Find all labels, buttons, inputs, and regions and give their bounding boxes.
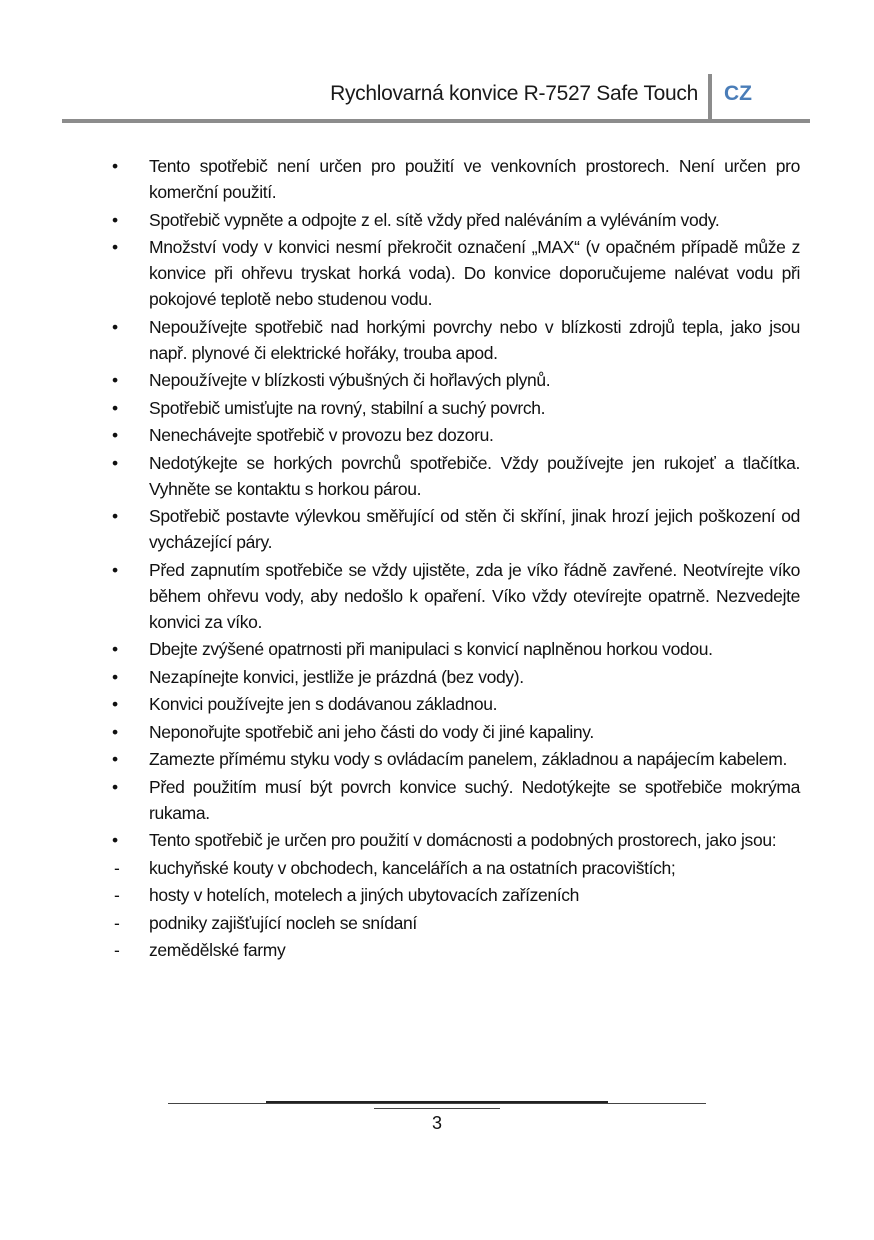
bullet-marker: • xyxy=(112,156,118,176)
header-title: Rychlovarná konvice R-7527 Safe Touch xyxy=(330,82,698,105)
bullet-list-item xyxy=(112,367,800,393)
list-item-text: zemědělské farmy xyxy=(149,940,286,960)
page-number: 3 xyxy=(431,1113,442,1133)
list-item-text: Nedotýkejte se horkých povrchů spotřebiče. Vždy používejte jen rukojeť a tlačítka. Vyhněte se kontaktu s horkou párou. xyxy=(149,452,800,499)
list-item-text: Spotřebič umisťujte na rovný, stabilní a suchý povrch. xyxy=(149,397,546,418)
list-item-text: hosty v hotelích, motelech a jiných ubytovacích zařízeních xyxy=(149,885,580,905)
bullet-marker: • xyxy=(112,666,118,687)
bullet-list-item xyxy=(112,207,800,233)
bullet-marker: • xyxy=(112,452,118,473)
bullet-marker: • xyxy=(112,397,118,418)
list-item-text: Před zapnutím spotřebiče se vždy ujistěte, zda je víko řádně zavřené. Neotvírejte víko během ohřevu vody, aby nedošlo k opaření. Víko vždy otevírejte opatrně. Nezvedejte konvici za víko. xyxy=(149,559,800,632)
list-item-text: Nepoužívejte spotřebič nad horkými povrchy nebo v blízkosti zdrojů tepla, jako jsou např. plynové či elektrické hořáky, trouba apod. xyxy=(149,316,800,363)
bullet-list-item xyxy=(112,395,800,421)
bullet-marker: • xyxy=(112,559,118,580)
bullet-marker: • xyxy=(112,370,118,390)
list-item-text: Spotřebič postavte výlevkou směřující od stěn či skříní, jinak hrozí jejich poškození od vycházející páry. xyxy=(149,506,800,552)
bullet-list-item xyxy=(112,827,800,853)
page-header xyxy=(62,72,810,122)
list-item-text: Spotřebič vypněte a odpojte z el. sítě vždy před naléváním a vyléváním vody. xyxy=(149,209,720,230)
footer-rule xyxy=(168,1103,706,1104)
bullet-marker: • xyxy=(112,316,118,337)
list-item-text: Konvici používejte jen s dodávanou základnou. xyxy=(149,694,498,714)
footer-rule-short xyxy=(374,1108,500,1109)
dash-list-item xyxy=(112,937,800,963)
list-item-text: Dbejte zvýšené opatrnosti při manipulaci s konvicí naplněnou horkou vodou. xyxy=(149,639,713,659)
bullet-list-item xyxy=(112,234,800,312)
dash-marker: - xyxy=(114,857,120,878)
bullet-list-item xyxy=(112,314,800,366)
bullet-marker: • xyxy=(112,721,118,742)
bullet-marker: • xyxy=(112,749,118,769)
dash-marker: - xyxy=(114,912,120,933)
list-item-text: Zamezte přímému styku vody s ovládacím panelem, základnou a napájecím kabelem. xyxy=(149,749,788,769)
list-item-text: kuchyňské kouty v obchodech, kancelářích a na ostatních pracovištích; xyxy=(149,857,676,878)
dash-list-item xyxy=(112,882,800,908)
bullet-marker: • xyxy=(112,639,118,659)
header-separator xyxy=(708,74,712,120)
bullet-list-item xyxy=(112,557,800,635)
bullet-marker: • xyxy=(112,830,118,850)
list-item-text: Nepoužívejte v blízkosti výbušných či hořlavých plynů. xyxy=(149,370,551,390)
list-item-text: podniky zajišťující nocleh se snídaní xyxy=(149,912,417,933)
dash-list-item xyxy=(112,855,800,881)
bullet-marker: • xyxy=(112,425,118,445)
bullet-list-item xyxy=(112,636,800,662)
list-item-text: Nenechávejte spotřebič v provozu bez dozoru. xyxy=(149,425,494,445)
list-item-text: Tento spotřebič není určen pro použití ve venkovních prostorech. Není určen pro komerční použití. xyxy=(149,156,800,202)
bullet-marker: • xyxy=(112,694,118,714)
bullet-list-item xyxy=(112,691,800,717)
bullet-list-item xyxy=(112,153,800,205)
dash-marker: - xyxy=(114,885,120,905)
bullet-marker: • xyxy=(112,237,118,257)
bullet-marker: • xyxy=(112,506,118,526)
list-item-text: Před použitím musí být povrch konvice suchý. Nedotýkejte se spotřebiče mokrýma rukama. xyxy=(149,776,800,823)
safety-instructions-list xyxy=(112,153,800,965)
bullet-list-item xyxy=(112,450,800,502)
list-item-text: Množství vody v konvici nesmí překročit označení „MAX“ (v opačném případě může z konvice při ohřevu tryskat horká voda). Do konvice doporučujeme nalévat vodu při pokojové teplotě nebo studenou vodu. xyxy=(149,237,800,309)
bullet-list-item xyxy=(112,664,800,690)
list-item-text: Nezapínejte konvici, jestliže je prázdná (bez vody). xyxy=(149,666,524,687)
header-rule xyxy=(62,119,810,123)
list-item-text: Neponořujte spotřebič ani jeho části do vody či jiné kapaliny. xyxy=(149,721,594,742)
bullet-list-item xyxy=(112,746,800,772)
dash-marker: - xyxy=(114,940,120,960)
language-code: CZ xyxy=(724,82,752,105)
bullet-list-item xyxy=(112,503,800,555)
bullet-list-item xyxy=(112,422,800,448)
dash-list-item xyxy=(112,910,800,936)
list-item-text: Tento spotřebič je určen pro použití v domácnosti a podobných prostorech, jako jsou: xyxy=(149,830,777,850)
bullet-list-item xyxy=(112,719,800,745)
bullet-marker: • xyxy=(112,209,118,230)
bullet-list-item xyxy=(112,774,800,826)
bullet-marker: • xyxy=(112,776,118,797)
